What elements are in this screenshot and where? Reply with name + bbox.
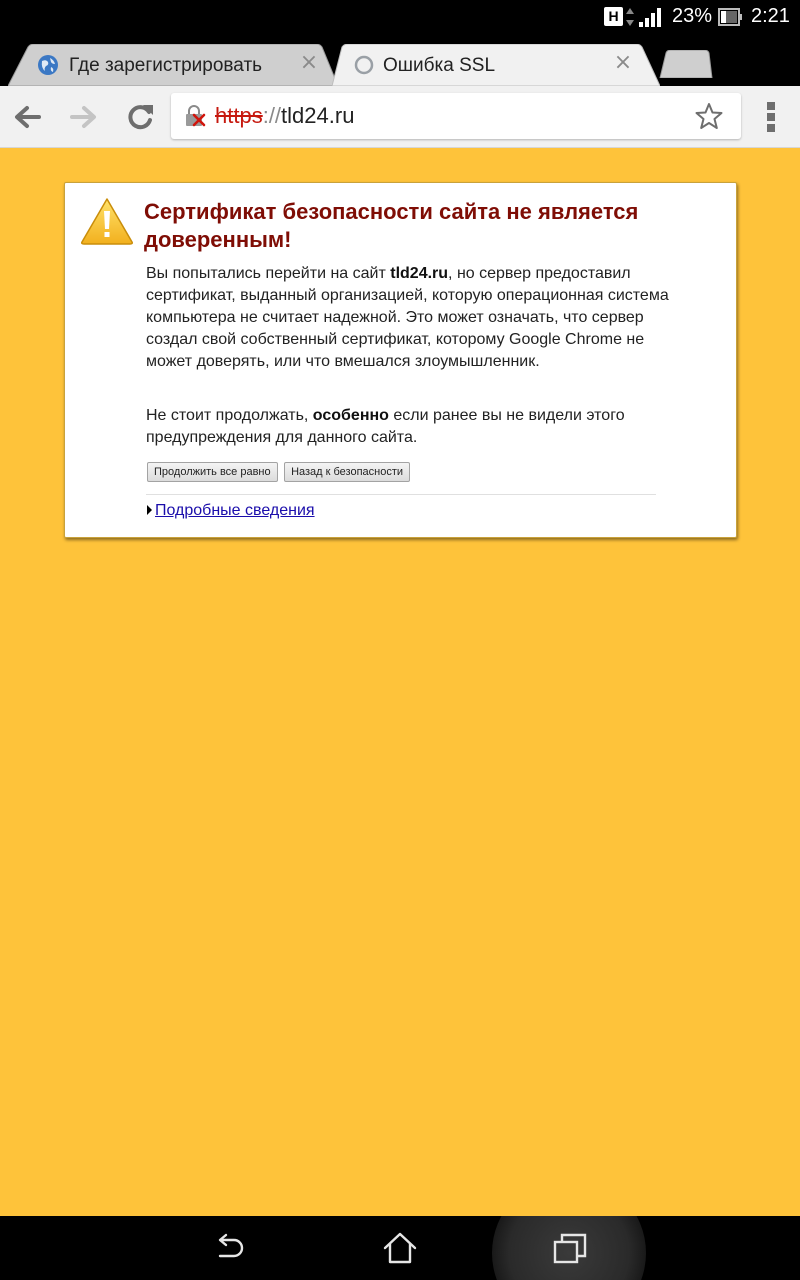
battery-percent: 23% — [672, 5, 713, 27]
explanation-text-end: , но сервер предоставил сертификат, выданный организацией, которую операционная система компьютера не считает надежной. Это может означать, что сервер создал свой собственный сертификат, которому Google Chrome не может доверять, или что вмешался злоумышленник. — [146, 265, 669, 370]
advice-text-start: Не стоит продолжать, — [146, 407, 313, 424]
divider — [146, 494, 656, 495]
advice-text-end: если ранее вы не видели этого предупреждения для данного сайта. — [146, 407, 625, 446]
battery-icon — [718, 6, 742, 28]
tab-active[interactable] — [332, 44, 660, 86]
expand-triangle-icon — [147, 505, 152, 515]
status-bar — [0, 0, 800, 34]
site-name: tld24.ru — [390, 265, 449, 282]
url-host: tld24.ru — [281, 103, 355, 128]
details-link[interactable]: Подробные сведения — [155, 502, 315, 519]
new-tab-button[interactable] — [658, 50, 714, 78]
warning-triangle-icon — [80, 197, 134, 245]
reload-icon[interactable] — [123, 100, 157, 134]
bookmark-star-icon[interactable] — [695, 102, 723, 130]
navigation-bar — [0, 1216, 800, 1280]
details-toggle[interactable] — [147, 502, 315, 520]
close-tab-icon[interactable]: × — [299, 50, 319, 75]
tab-title: Где зарегистрировать — [69, 55, 263, 76]
clock: 2:21 — [751, 5, 790, 27]
explanation-paragraph — [146, 263, 681, 373]
close-tab-icon[interactable]: × — [613, 50, 633, 75]
tab-inactive[interactable] — [8, 44, 338, 86]
url-text — [215, 103, 354, 129]
site-globe-icon — [37, 54, 59, 76]
back-arrow-icon[interactable] — [10, 100, 44, 134]
tab-title: Ошибка SSL — [383, 55, 496, 76]
forward-arrow-icon[interactable] — [67, 100, 101, 134]
overflow-menu-icon[interactable] — [764, 100, 778, 134]
action-buttons — [147, 462, 412, 483]
data-activity-icon — [625, 6, 635, 28]
recent-apps-icon[interactable] — [552, 1230, 588, 1266]
advice-emphasis: особенно — [312, 407, 389, 424]
home-nav-icon[interactable] — [382, 1230, 418, 1266]
url-bar[interactable] — [171, 93, 741, 139]
tab-strip — [0, 34, 800, 86]
loading-spinner-icon — [353, 54, 375, 76]
broken-lock-icon[interactable] — [183, 104, 207, 128]
advice-paragraph — [146, 405, 681, 449]
signal-strength-icon — [639, 7, 663, 27]
url-separator: :// — [262, 103, 282, 128]
browser-toolbar — [0, 86, 800, 148]
url-scheme: https — [215, 103, 263, 128]
back-to-safety-button[interactable]: Назад к безопасности — [284, 462, 410, 482]
explanation-text-start: Вы попытались перейти на сайт — [146, 265, 391, 282]
hspa-network-icon: H — [604, 7, 623, 26]
page-title: Сертификат безопасности сайта не является доверенным! — [144, 199, 639, 252]
back-nav-icon[interactable] — [212, 1230, 248, 1266]
warning-card — [64, 182, 737, 538]
ssl-interstitial-page — [0, 148, 800, 1216]
proceed-anyway-button[interactable]: Продолжить все равно — [147, 462, 278, 482]
